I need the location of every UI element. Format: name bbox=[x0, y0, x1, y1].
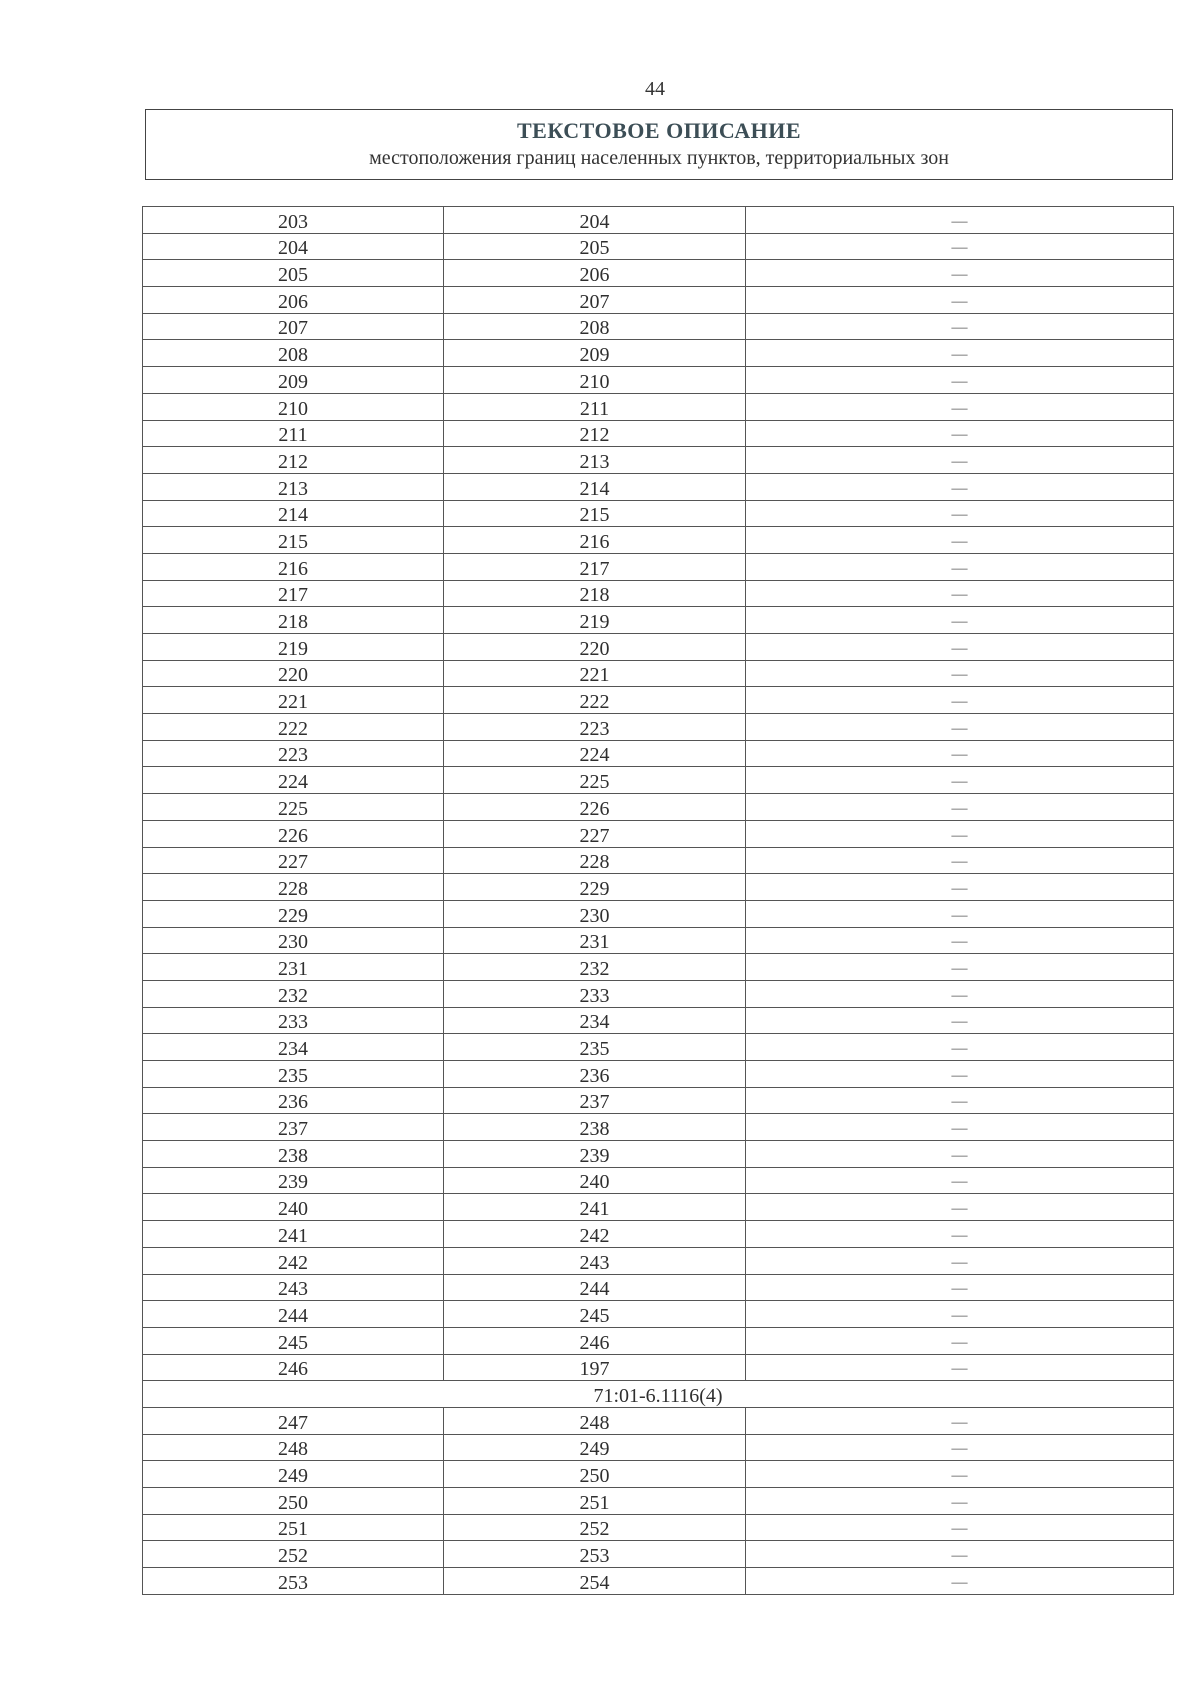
note-cell: — bbox=[746, 714, 1174, 741]
table-row bbox=[143, 1301, 1174, 1328]
boundary-points-table bbox=[142, 206, 1174, 1595]
point-from-cell: 213 bbox=[143, 473, 444, 500]
note-cell: — bbox=[746, 1434, 1174, 1461]
note-cell: — bbox=[746, 1114, 1174, 1141]
note-cell: — bbox=[746, 1407, 1174, 1434]
table-row bbox=[143, 1568, 1174, 1595]
table-row bbox=[143, 1461, 1174, 1488]
point-from-cell: 220 bbox=[143, 660, 444, 687]
point-to-cell: 244 bbox=[444, 1274, 746, 1301]
point-from-cell: 211 bbox=[143, 420, 444, 447]
note-cell: — bbox=[746, 287, 1174, 314]
table-row bbox=[143, 847, 1174, 874]
table-row bbox=[143, 260, 1174, 287]
table-row bbox=[143, 634, 1174, 661]
note-cell: — bbox=[746, 927, 1174, 954]
table-row bbox=[143, 447, 1174, 474]
point-to-cell: 206 bbox=[444, 260, 746, 287]
note-cell: — bbox=[746, 340, 1174, 367]
table-row bbox=[143, 980, 1174, 1007]
table-row bbox=[143, 580, 1174, 607]
table-row bbox=[143, 1007, 1174, 1034]
note-cell: — bbox=[746, 1568, 1174, 1595]
point-from-cell: 224 bbox=[143, 767, 444, 794]
table-row bbox=[143, 714, 1174, 741]
note-cell: — bbox=[746, 1167, 1174, 1194]
note-cell: — bbox=[746, 207, 1174, 234]
point-to-cell: 229 bbox=[444, 874, 746, 901]
point-to-cell: 212 bbox=[444, 420, 746, 447]
table-row bbox=[143, 687, 1174, 714]
point-to-cell: 254 bbox=[444, 1568, 746, 1595]
point-to-cell: 222 bbox=[444, 687, 746, 714]
point-from-cell: 218 bbox=[143, 607, 444, 634]
table-row bbox=[143, 874, 1174, 901]
point-to-cell: 232 bbox=[444, 954, 746, 981]
note-cell: — bbox=[746, 687, 1174, 714]
point-from-cell: 233 bbox=[143, 1007, 444, 1034]
table-row bbox=[143, 1141, 1174, 1168]
page-number: 44 bbox=[645, 78, 665, 100]
point-from-cell: 241 bbox=[143, 1221, 444, 1248]
point-from-cell: 209 bbox=[143, 367, 444, 394]
point-to-cell: 227 bbox=[444, 820, 746, 847]
note-cell: — bbox=[746, 1034, 1174, 1061]
point-from-cell: 212 bbox=[143, 447, 444, 474]
point-from-cell: 242 bbox=[143, 1247, 444, 1274]
point-to-cell: 234 bbox=[444, 1007, 746, 1034]
point-to-cell: 233 bbox=[444, 980, 746, 1007]
note-cell: — bbox=[746, 447, 1174, 474]
note-cell: — bbox=[746, 900, 1174, 927]
point-from-cell: 253 bbox=[143, 1568, 444, 1595]
point-from-cell: 252 bbox=[143, 1541, 444, 1568]
note-cell: — bbox=[746, 1247, 1174, 1274]
table-row bbox=[143, 420, 1174, 447]
point-from-cell: 232 bbox=[143, 980, 444, 1007]
note-cell: — bbox=[746, 794, 1174, 821]
note-cell: — bbox=[746, 367, 1174, 394]
table-row bbox=[143, 553, 1174, 580]
note-cell: — bbox=[746, 1007, 1174, 1034]
note-cell: — bbox=[746, 1301, 1174, 1328]
point-from-cell: 207 bbox=[143, 313, 444, 340]
point-to-cell: 197 bbox=[444, 1354, 746, 1381]
note-cell: — bbox=[746, 1087, 1174, 1114]
table-row bbox=[143, 473, 1174, 500]
point-to-cell: 253 bbox=[444, 1541, 746, 1568]
point-to-cell: 243 bbox=[444, 1247, 746, 1274]
point-from-cell: 248 bbox=[143, 1434, 444, 1461]
table-row bbox=[143, 1327, 1174, 1354]
note-cell: — bbox=[746, 420, 1174, 447]
point-to-cell: 245 bbox=[444, 1301, 746, 1328]
point-to-cell: 235 bbox=[444, 1034, 746, 1061]
note-cell: — bbox=[746, 767, 1174, 794]
point-to-cell: 240 bbox=[444, 1167, 746, 1194]
table-body bbox=[143, 207, 1174, 1595]
table-row bbox=[143, 287, 1174, 314]
note-cell: — bbox=[746, 1194, 1174, 1221]
table-row bbox=[143, 340, 1174, 367]
point-to-cell: 238 bbox=[444, 1114, 746, 1141]
point-from-cell: 204 bbox=[143, 233, 444, 260]
header-subtitle: местоположения границ населенных пунктов, территориальных зон bbox=[369, 147, 949, 169]
note-cell: — bbox=[746, 1541, 1174, 1568]
note-cell: — bbox=[746, 1274, 1174, 1301]
point-from-cell: 216 bbox=[143, 553, 444, 580]
point-to-cell: 218 bbox=[444, 580, 746, 607]
point-to-cell: 230 bbox=[444, 900, 746, 927]
point-to-cell: 224 bbox=[444, 740, 746, 767]
note-cell: — bbox=[746, 1461, 1174, 1488]
point-from-cell: 251 bbox=[143, 1514, 444, 1541]
table-row bbox=[143, 900, 1174, 927]
note-cell: — bbox=[746, 874, 1174, 901]
table-row bbox=[143, 233, 1174, 260]
point-from-cell: 236 bbox=[143, 1087, 444, 1114]
point-from-cell: 230 bbox=[143, 927, 444, 954]
point-to-cell: 209 bbox=[444, 340, 746, 367]
table-row bbox=[143, 1434, 1174, 1461]
point-to-cell: 221 bbox=[444, 660, 746, 687]
note-cell: — bbox=[746, 233, 1174, 260]
point-to-cell: 239 bbox=[444, 1141, 746, 1168]
point-from-cell: 225 bbox=[143, 794, 444, 821]
point-to-cell: 210 bbox=[444, 367, 746, 394]
note-cell: — bbox=[746, 1354, 1174, 1381]
point-to-cell: 220 bbox=[444, 634, 746, 661]
note-cell: — bbox=[746, 740, 1174, 767]
table-row bbox=[143, 1061, 1174, 1088]
table-row bbox=[143, 820, 1174, 847]
table-row bbox=[143, 393, 1174, 420]
table-row bbox=[143, 527, 1174, 554]
table-row bbox=[143, 1354, 1174, 1381]
table-row bbox=[143, 1514, 1174, 1541]
document-header bbox=[145, 109, 1173, 180]
point-to-cell: 228 bbox=[444, 847, 746, 874]
point-from-cell: 244 bbox=[143, 1301, 444, 1328]
point-to-cell: 207 bbox=[444, 287, 746, 314]
note-cell: — bbox=[746, 313, 1174, 340]
point-from-cell: 250 bbox=[143, 1488, 444, 1515]
point-to-cell: 249 bbox=[444, 1434, 746, 1461]
point-from-cell: 227 bbox=[143, 847, 444, 874]
point-to-cell: 248 bbox=[444, 1407, 746, 1434]
point-from-cell: 219 bbox=[143, 634, 444, 661]
section-label: 71:01-6.1116(4) bbox=[143, 1381, 1174, 1408]
point-to-cell: 226 bbox=[444, 794, 746, 821]
note-cell: — bbox=[746, 607, 1174, 634]
point-from-cell: 208 bbox=[143, 340, 444, 367]
point-from-cell: 215 bbox=[143, 527, 444, 554]
point-from-cell: 217 bbox=[143, 580, 444, 607]
point-to-cell: 219 bbox=[444, 607, 746, 634]
note-cell: — bbox=[746, 393, 1174, 420]
note-cell: — bbox=[746, 1327, 1174, 1354]
table-row bbox=[143, 207, 1174, 234]
point-to-cell: 204 bbox=[444, 207, 746, 234]
point-to-cell: 223 bbox=[444, 714, 746, 741]
table-row bbox=[143, 1221, 1174, 1248]
note-cell: — bbox=[746, 1221, 1174, 1248]
point-from-cell: 247 bbox=[143, 1407, 444, 1434]
point-from-cell: 240 bbox=[143, 1194, 444, 1221]
point-from-cell: 235 bbox=[143, 1061, 444, 1088]
point-to-cell: 205 bbox=[444, 233, 746, 260]
table-row bbox=[143, 1194, 1174, 1221]
table-row bbox=[143, 767, 1174, 794]
point-to-cell: 211 bbox=[444, 393, 746, 420]
point-to-cell: 242 bbox=[444, 1221, 746, 1248]
note-cell: — bbox=[746, 820, 1174, 847]
note-cell: — bbox=[746, 660, 1174, 687]
point-from-cell: 226 bbox=[143, 820, 444, 847]
point-from-cell: 210 bbox=[143, 393, 444, 420]
point-to-cell: 214 bbox=[444, 473, 746, 500]
point-from-cell: 231 bbox=[143, 954, 444, 981]
point-to-cell: 252 bbox=[444, 1514, 746, 1541]
point-from-cell: 246 bbox=[143, 1354, 444, 1381]
point-to-cell: 250 bbox=[444, 1461, 746, 1488]
table-row bbox=[143, 1034, 1174, 1061]
point-to-cell: 216 bbox=[444, 527, 746, 554]
note-cell: — bbox=[746, 500, 1174, 527]
point-from-cell: 234 bbox=[143, 1034, 444, 1061]
point-from-cell: 237 bbox=[143, 1114, 444, 1141]
note-cell: — bbox=[746, 954, 1174, 981]
point-from-cell: 206 bbox=[143, 287, 444, 314]
note-cell: — bbox=[746, 260, 1174, 287]
point-from-cell: 238 bbox=[143, 1141, 444, 1168]
table-row bbox=[143, 313, 1174, 340]
point-to-cell: 213 bbox=[444, 447, 746, 474]
note-cell: — bbox=[746, 1488, 1174, 1515]
table-row bbox=[143, 1114, 1174, 1141]
point-from-cell: 214 bbox=[143, 500, 444, 527]
point-from-cell: 239 bbox=[143, 1167, 444, 1194]
table-row bbox=[143, 1541, 1174, 1568]
note-cell: — bbox=[746, 634, 1174, 661]
note-cell: — bbox=[746, 473, 1174, 500]
note-cell: — bbox=[746, 580, 1174, 607]
point-to-cell: 208 bbox=[444, 313, 746, 340]
point-from-cell: 243 bbox=[143, 1274, 444, 1301]
point-to-cell: 236 bbox=[444, 1061, 746, 1088]
point-from-cell: 203 bbox=[143, 207, 444, 234]
section-row bbox=[143, 1381, 1174, 1408]
point-from-cell: 229 bbox=[143, 900, 444, 927]
table-row bbox=[143, 660, 1174, 687]
table-row bbox=[143, 927, 1174, 954]
point-to-cell: 231 bbox=[444, 927, 746, 954]
note-cell: — bbox=[746, 1514, 1174, 1541]
note-cell: — bbox=[746, 1061, 1174, 1088]
point-from-cell: 245 bbox=[143, 1327, 444, 1354]
note-cell: — bbox=[746, 527, 1174, 554]
table-row bbox=[143, 1087, 1174, 1114]
point-to-cell: 215 bbox=[444, 500, 746, 527]
point-from-cell: 223 bbox=[143, 740, 444, 767]
table-row bbox=[143, 500, 1174, 527]
point-from-cell: 249 bbox=[143, 1461, 444, 1488]
note-cell: — bbox=[746, 553, 1174, 580]
note-cell: — bbox=[746, 1141, 1174, 1168]
point-to-cell: 225 bbox=[444, 767, 746, 794]
table-row bbox=[143, 367, 1174, 394]
table-row bbox=[143, 740, 1174, 767]
boundary-points-table-container bbox=[142, 206, 1173, 1595]
point-from-cell: 228 bbox=[143, 874, 444, 901]
point-to-cell: 217 bbox=[444, 553, 746, 580]
point-from-cell: 221 bbox=[143, 687, 444, 714]
point-from-cell: 222 bbox=[143, 714, 444, 741]
table-row bbox=[143, 607, 1174, 634]
point-to-cell: 237 bbox=[444, 1087, 746, 1114]
header-title: ТЕКСТОВОЕ ОПИСАНИЕ bbox=[516, 118, 801, 143]
table-row bbox=[143, 1407, 1174, 1434]
point-to-cell: 241 bbox=[444, 1194, 746, 1221]
point-to-cell: 246 bbox=[444, 1327, 746, 1354]
table-row bbox=[143, 954, 1174, 981]
point-to-cell: 251 bbox=[444, 1488, 746, 1515]
point-from-cell: 205 bbox=[143, 260, 444, 287]
table-row bbox=[143, 1274, 1174, 1301]
note-cell: — bbox=[746, 847, 1174, 874]
table-row bbox=[143, 794, 1174, 821]
table-row bbox=[143, 1247, 1174, 1274]
table-row bbox=[143, 1167, 1174, 1194]
table-row bbox=[143, 1488, 1174, 1515]
note-cell: — bbox=[746, 980, 1174, 1007]
